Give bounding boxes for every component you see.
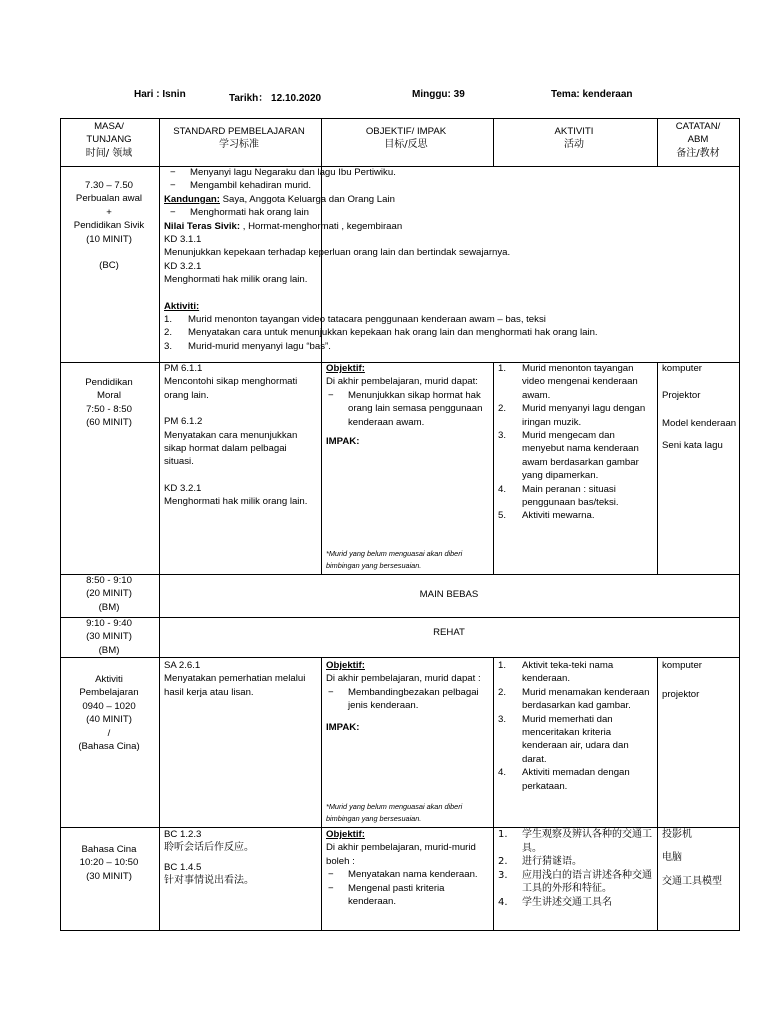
row1-kd2-text: Menghormati hak milik orang lain.	[164, 274, 308, 286]
row1-masa-line: (BC)	[99, 260, 119, 272]
col-header-aktiviti	[492, 125, 656, 152]
row5-aktiviti	[498, 659, 652, 793]
header-minggu: Minggu: 39	[412, 89, 465, 100]
row1-kandungan	[164, 193, 734, 206]
row5-aktiviti-item: 3. Murid memerhati dan menceritakan kriteria kenderaan air, udara dan darat.	[498, 713, 629, 765]
row1-masa-line: Pendidikan Sivik	[73, 220, 145, 232]
row2-masa	[60, 376, 158, 430]
row2-catatan	[662, 362, 738, 453]
row2-objektif	[326, 362, 488, 448]
row2-catatan-item: Seni kata lagu	[662, 440, 723, 452]
row2-std-code: KD 3.2.1	[164, 482, 202, 494]
row6-obj-intro: Di akhir pembelajaran, murid-murid boleh :	[326, 842, 476, 867]
row2-std-text: Menghormati hak milik orang lain.	[164, 496, 308, 508]
row5-std-code: SA 2.6.1	[164, 660, 201, 671]
row1-nilai-label: Nilai Teras Sivik:	[164, 220, 241, 232]
row6-aktiviti-item: 1. 学生观察及辨认各种的交通工具。	[498, 829, 652, 854]
col-header-objektif-line: OBJEKTIF/ IMPAK	[365, 126, 447, 137]
row2-masa-line: Moral	[97, 390, 121, 402]
row4-masa	[60, 617, 158, 657]
col-header-catatan-line: CATATAN/	[675, 121, 721, 132]
row1-nilai	[164, 220, 734, 233]
row5-catatan-item: projektor	[662, 689, 700, 701]
row6-std-text: 聆听会话后作反应。	[164, 842, 254, 854]
row6-std-text: 针对事情说出看法。	[164, 875, 254, 887]
col-header-catatan-line: ABM	[687, 134, 709, 146]
header-tarikh: Tarikh： 12.10.2020	[229, 93, 322, 104]
row6-std-code: BC 1.4.5	[164, 861, 202, 873]
row5-masa-line: Pembelajaran	[79, 687, 139, 699]
row3-label: MAIN BEBAS	[419, 589, 479, 600]
row2-masa-line: Pendidikan	[85, 377, 133, 388]
row2-note: *Murid yang belum menguasai akan diberi bimbingan yang bersesuaian.	[326, 549, 463, 570]
header-hari: Hari : Isnin	[134, 89, 186, 100]
row1-dash-item: − Mengambil kehadiran murid.	[170, 179, 734, 192]
row2-obj-item: − Menunjukkan sikap hormat hak orang lain semasa penggunaan kenderaan awam.	[328, 389, 488, 429]
row6-aktiviti-item: 3. 应用浅白的语言讲述各种交通工具的外形和特征。	[498, 869, 652, 895]
col-header-masa-line: 时间/ 领域	[85, 147, 133, 159]
row4-masa-line: (30 MINIT)	[86, 631, 132, 643]
row5-masa-line: 0940 – 1020	[82, 700, 136, 712]
col-header-aktiviti-line: 活动	[564, 139, 584, 151]
col-header-standard-line: STANDARD PEMBELAJARAN	[173, 126, 305, 137]
row5-catatan-item: komputer	[662, 660, 702, 671]
col-header-catatan	[656, 118, 740, 160]
row2-aktiviti	[498, 362, 652, 523]
row6-catatan	[662, 828, 738, 888]
row1-kd1-text: Menunjukkan kepekaan terhadap keperluan orang lain dan bertindak sewajarnya.	[164, 247, 511, 259]
header-tema: Tema: kenderaan	[551, 89, 633, 100]
row6-catatan-item: 投影机	[662, 829, 692, 840]
row2-catatan-item: Model kenderaan	[662, 417, 737, 429]
row2-std-code: PM 6.1.2	[164, 416, 203, 428]
row6-aktiviti-item: 2. 进行猜谜语。	[498, 856, 582, 868]
row2-masa-line: 7:50 - 8:50	[86, 403, 132, 415]
row5-obj-item: − Membandingbezakan pelbagai jenis kenderaan.	[328, 686, 488, 713]
row2-aktiviti-item: 2. Murid menyanyi lagu dengan iringan muzik.	[498, 403, 646, 428]
col-header-catatan-line: 备注/教材	[676, 147, 720, 159]
row5-masa-line: (Bahasa Cina)	[78, 741, 140, 753]
row6-obj-item: − Mengenal pasti kriteria kenderaan.	[328, 882, 488, 909]
row5-note: *Murid yang belum menguasai akan diberi bimbingan yang bersesuaian.	[326, 802, 463, 823]
row2-obj-label: Objektif:	[326, 363, 365, 374]
row2-obj-intro: Di akhir pembelajaran, murid dapat:	[326, 376, 478, 388]
col-header-masa-line: MASA/	[94, 121, 124, 132]
row4-masa-line: 9:10 - 9:40	[86, 618, 132, 629]
row2-masa-line: (60 MINIT)	[86, 417, 132, 429]
col-header-masa-line: TUNJANG	[86, 134, 132, 146]
row6-catatan-item: 电脑	[662, 852, 682, 864]
row5-standard	[164, 659, 316, 699]
row5-masa-line: (40 MINIT)	[86, 714, 132, 726]
row1-dash-item: − Menghormati hak orang lain	[170, 206, 734, 219]
row4-label: REHAT	[433, 627, 465, 638]
row6-masa-line: (30 MINIT)	[86, 870, 132, 882]
row5-objektif	[326, 659, 488, 734]
col-header-objektif-line: 目标/反思	[384, 139, 428, 151]
row5-masa	[60, 673, 158, 753]
row5-obj-label: Objektif:	[326, 660, 365, 671]
row5-aktiviti-item: 1. Aktivit teka-teki nama kenderaan.	[498, 660, 614, 685]
row5-aktiviti-item: 2. Murid menamakan kenderaan berdasarkan kad gambar.	[498, 686, 650, 712]
row2-catatan-item: Projektor	[662, 390, 701, 402]
row6-masa-line: 10:20 – 10:50	[79, 857, 139, 869]
row5-std-text: Menyatakan pemerhatian melalui hasil kerja atau lisan.	[164, 673, 306, 698]
row1-content	[164, 166, 734, 353]
row1-aktiviti-item: 2. Menyatakan cara untuk menunjukkan kepekaan hak orang lain dan menghormati hak orang lain.	[164, 327, 598, 339]
col-header-masa	[60, 118, 158, 160]
row3-masa-line: (20 MINIT)	[86, 588, 132, 600]
row6-catatan-item: 交通工具模型	[662, 875, 722, 887]
row6-masa-line: Bahasa Cina	[81, 844, 137, 855]
col-header-aktiviti-line: AKTIVITI	[554, 126, 594, 137]
row6-obj-label: Objektif:	[326, 829, 365, 840]
row1-aktiviti-item: 1. Murid menonton tayangan video tatacara penggunaan kenderaan awam – bas, teksi	[164, 314, 546, 326]
row3-masa-line: 8:50 - 9:10	[86, 575, 132, 586]
row5-masa-line: /	[107, 727, 111, 739]
row1-nilai-text: , Hormat-menghormati , kegembiraan	[240, 220, 403, 232]
row2-aktiviti-item: 3. Murid mengecam dan menyebut nama kenderaan awam berdasarkan gambar yang dipamerkan.	[498, 430, 639, 482]
row5-impak-label: IMPAK:	[326, 721, 360, 733]
row1-kd1-code: KD 3.1.1	[164, 234, 202, 246]
row2-std-text: Menyatakan cara menunjukkan sikap hormat dalam pelbagai situasi.	[164, 429, 298, 468]
row1-masa-line: (10 MINIT)	[86, 233, 132, 245]
col-header-objektif	[320, 125, 492, 152]
row5-masa-line: Aktiviti	[95, 674, 123, 685]
row6-standard	[164, 828, 316, 888]
col-header-standard	[158, 125, 320, 152]
row1-kandungan-label: Kandungan:	[164, 193, 220, 205]
row1-masa	[60, 179, 158, 272]
row2-catatan-item: komputer	[662, 363, 702, 374]
row4-masa-line: (BM)	[98, 644, 120, 656]
row1-kandungan-text: Saya, Anggota Keluarga dan Orang Lain	[219, 193, 395, 205]
row2-aktiviti-item: 1. Murid menonton tayangan video mengenai kenderaan awam.	[498, 363, 638, 401]
row5-aktiviti-item: 4. Aktiviti memadan dengan perkataan.	[498, 767, 630, 792]
row3-masa	[60, 574, 158, 614]
row1-masa-line: 7.30 – 7.50	[84, 180, 133, 191]
row2-aktiviti-item: 5. Aktiviti mewarna.	[498, 510, 595, 522]
col-header-standard-line: 学习标准	[219, 139, 259, 151]
row2-std-text: Mencontohi sikap menghormati orang lain.	[164, 376, 298, 401]
row3-masa-line: (BM)	[98, 601, 120, 613]
row1-aktiviti-label: Aktiviti:	[164, 300, 200, 312]
row2-aktiviti-item: 4. Main peranan : situasi penggunaan bas/teksi.	[498, 483, 619, 509]
row6-masa	[60, 843, 158, 883]
row1-aktiviti-item: 3. Murid-murid menyanyi lagu “bas”.	[164, 340, 331, 352]
row2-impak-label: IMPAK:	[326, 436, 360, 448]
row6-objektif	[326, 828, 488, 908]
row6-aktiviti	[498, 828, 652, 910]
row6-obj-item: − Menyatakan nama kenderaan.	[328, 868, 488, 881]
row6-aktiviti-item: 4. 学生讲述交通工具名	[498, 896, 612, 908]
row1-dash-item: − Menyanyi lagu Negaraku dan lagu Ibu Pertiwiku.	[170, 166, 734, 179]
row1-kd2-code: KD 3.2.1	[164, 260, 202, 272]
row1-masa-line: Perbualan awal	[75, 193, 143, 205]
row6-std-code: BC 1.2.3	[164, 829, 202, 840]
row5-obj-intro: Di akhir pembelajaran, murid dapat :	[326, 673, 481, 685]
row2-std-code: PM 6.1.1	[164, 363, 203, 374]
row1-masa-line: +	[106, 206, 112, 218]
row5-catatan	[662, 659, 738, 702]
row2-standard	[164, 362, 316, 509]
